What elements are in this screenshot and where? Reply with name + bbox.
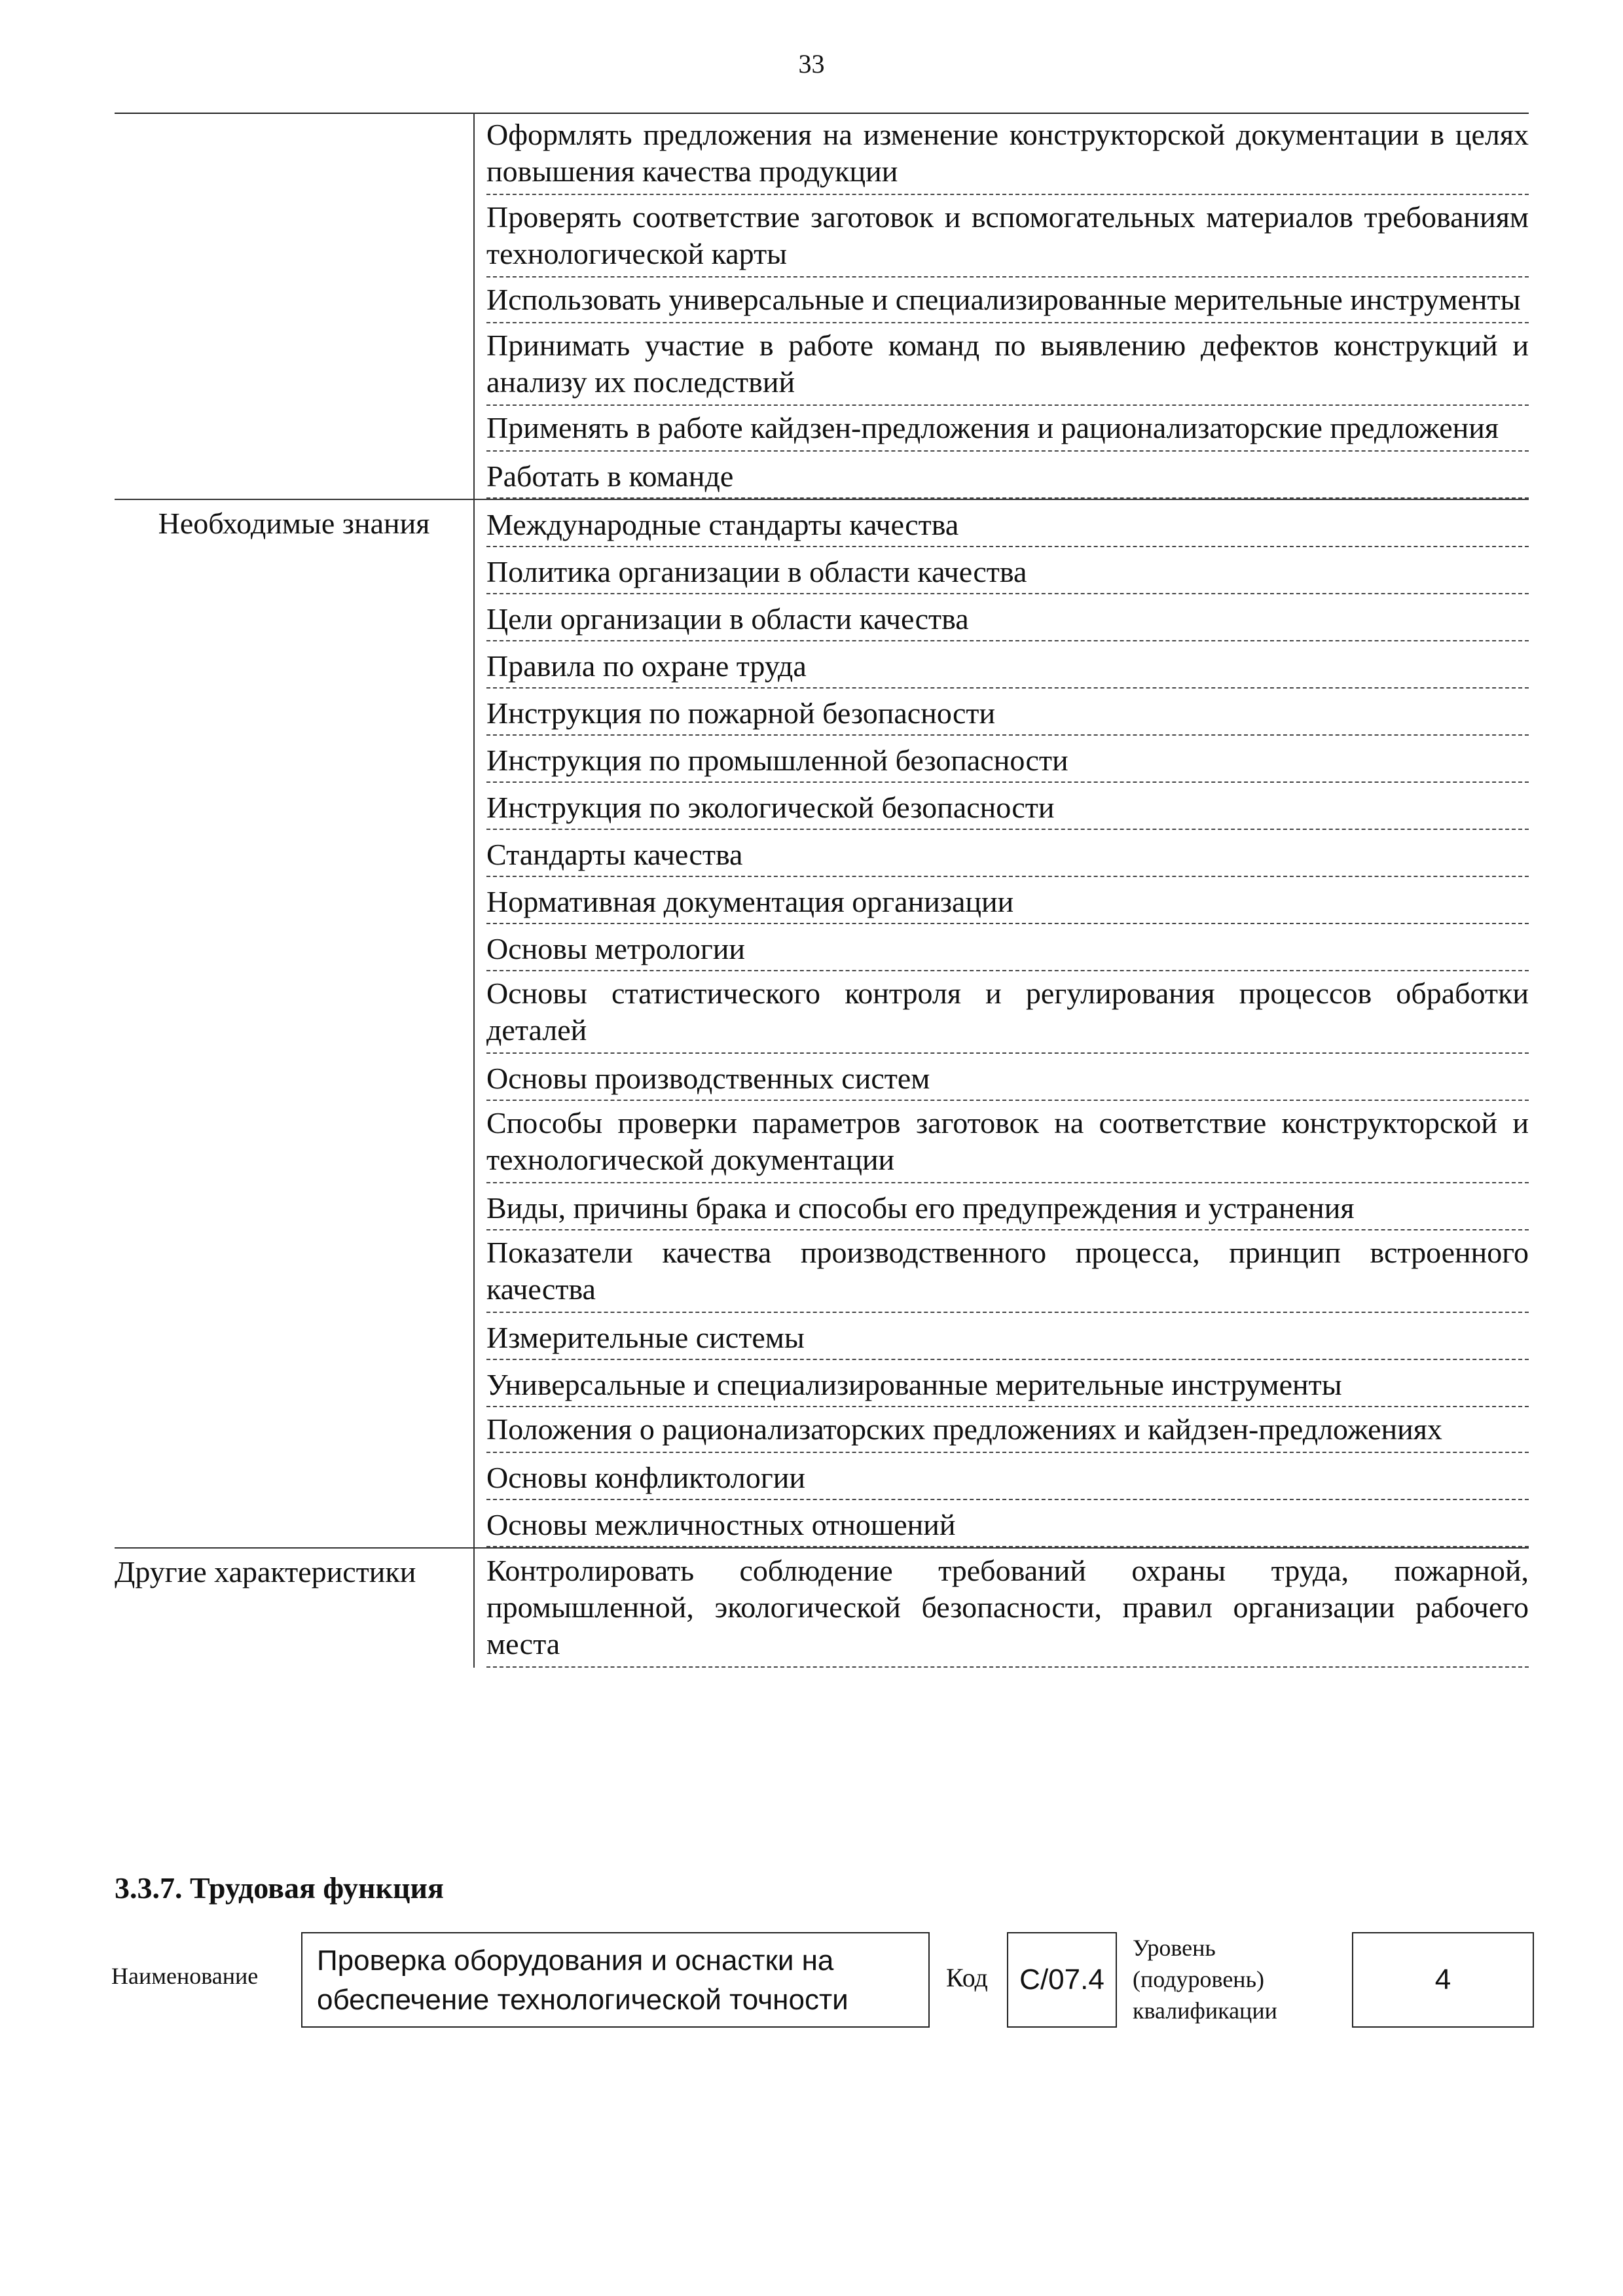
skills-values [473, 113, 1529, 499]
level-value-box: 4 [1352, 1932, 1534, 2028]
knowledge-values [473, 500, 1529, 1547]
section-heading: 3.3.7. Трудовая функция [115, 1871, 444, 1905]
knowledge-item: Инструкция по экологической безопасности [486, 783, 1529, 830]
skill-item: Оформлять предложения на изменение конструкторской документации в целях повышения качества продукции [486, 113, 1529, 195]
level-label-line: (подуровень) [1133, 1966, 1264, 1992]
skills-label-cell [115, 113, 473, 499]
knowledge-item: Правила по охране труда [486, 641, 1529, 689]
level-label [1133, 1932, 1277, 2026]
knowledge-group [115, 499, 1529, 1547]
knowledge-item: Цели организации в области качества [486, 594, 1529, 641]
knowledge-item: Положения о рационализаторских предложениях и кайдзен-предложениях [486, 1407, 1529, 1453]
knowledge-item: Основы метрологии [486, 924, 1529, 971]
knowledge-item: Международные стандарты качества [486, 500, 1529, 547]
requirements-table [115, 113, 1529, 1668]
knowledge-item: Показатели качества производственного процесса, принцип встроенного качества [486, 1230, 1529, 1313]
knowledge-label: Необходимые знания [158, 507, 430, 540]
knowledge-item: Инструкция по пожарной безопасности [486, 689, 1529, 736]
labor-function-row [111, 1932, 1532, 2030]
other-item: Контролировать соблюдение требований охраны труда, пожарной, промышленной, экологической безопасности, правил организации рабочего места [486, 1549, 1529, 1668]
other-values [473, 1549, 1529, 1668]
knowledge-item: Измерительные системы [486, 1313, 1529, 1360]
name-value-box: Проверка оборудования и оснастки на обеспечение технологической точности [301, 1932, 930, 2028]
level-label-line: квалификации [1133, 1998, 1277, 2024]
page-number: 33 [798, 49, 825, 79]
name-label: Наименование [111, 1963, 259, 1989]
knowledge-item: Основы конфликтологии [486, 1453, 1529, 1500]
knowledge-item: Универсальные и специализированные мерительные инструменты [486, 1360, 1529, 1407]
knowledge-item: Виды, причины брака и способы его предупреждения и устранения [486, 1183, 1529, 1230]
knowledge-item: Стандарты качества [486, 830, 1529, 877]
knowledge-item: Основы статистического контроля и регулирования процессов обработки деталей [486, 971, 1529, 1054]
knowledge-item: Политика организации в области качества [486, 547, 1529, 594]
knowledge-item: Основы межличностных отношений [486, 1500, 1529, 1547]
knowledge-item: Нормативная документация организации [486, 877, 1529, 924]
skills-group [115, 113, 1529, 499]
skill-item: Принимать участие в работе команд по выявлению дефектов конструкций и анализу их последствий [486, 323, 1529, 406]
skill-item: Применять в работе кайдзен-предложения и рационализаторские предложения [486, 406, 1529, 452]
other-group [115, 1547, 1529, 1668]
skill-item: Проверять соответствие заготовок и вспомогательных материалов требованиям технологической карты [486, 195, 1529, 278]
knowledge-item: Инструкция по промышленной безопасности [486, 736, 1529, 783]
knowledge-item: Способы проверки параметров заготовок на соответствие конструкторской и технологической документации [486, 1101, 1529, 1183]
knowledge-item: Основы производственных систем [486, 1054, 1529, 1101]
skill-item: Работать в команде [486, 452, 1529, 499]
level-label-line: Уровень [1133, 1935, 1216, 1961]
code-value-box: С/07.4 [1007, 1932, 1117, 2028]
code-label: Код [946, 1963, 988, 1992]
other-label: Другие характеристики [115, 1555, 416, 1588]
skill-item: Использовать универсальные и специализированные мерительные инструменты [486, 278, 1529, 323]
